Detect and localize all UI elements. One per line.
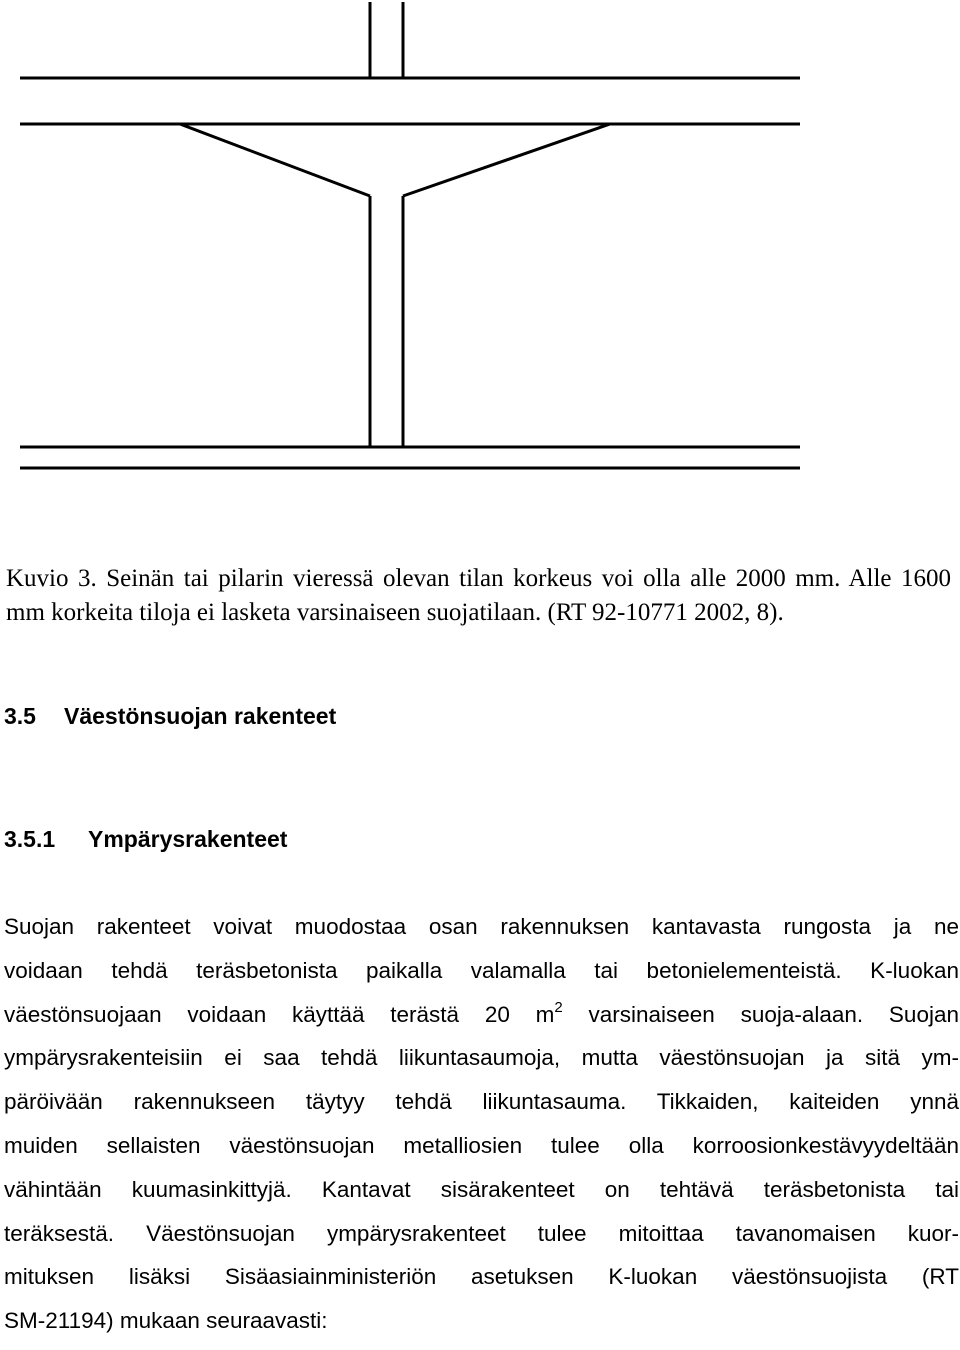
subsection-heading bbox=[4, 826, 287, 853]
subsection-number: 3.5.1 bbox=[4, 826, 56, 852]
subsection-title: Ympärysrakenteet bbox=[88, 826, 288, 852]
body-line-part: väestönsuojaan voidaan käyttää terästä 20 m bbox=[4, 1001, 555, 1027]
superscript: 2 bbox=[554, 998, 563, 1016]
body-line: voidaan tehdä teräsbetonista paikalla valamalla tai betonielementeistä. K-luokan bbox=[4, 957, 959, 983]
body-line: ympärysrakenteisiin ei saa tehdä liikuntasaumoja, mutta väestönsuojan ja sitä ym- bbox=[4, 1045, 959, 1071]
capital-right-slope bbox=[403, 124, 610, 196]
body-line: Suojan rakenteet voivat muodostaa osan rakennuksen kantavasta rungosta ja ne bbox=[4, 914, 959, 939]
body-line: vähintään kuumasinkittyjä. Kantavat sisärakenteet on tehtävä teräsbetonista tai bbox=[4, 1176, 959, 1202]
body-paragraph bbox=[4, 905, 959, 1343]
section-title: Väestönsuojan rakenteet bbox=[64, 703, 337, 729]
caption-line: Kuvio 3. Seinän tai pilarin vieressä olevan tilan korkeus voi olla alle 2000 mm. Alle 1600 bbox=[6, 565, 951, 592]
capital-left-slope bbox=[180, 124, 370, 196]
body-line: SM-21194) mukaan seuraavasti: bbox=[4, 1308, 328, 1334]
body-line bbox=[4, 993, 959, 1037]
column-slab-section-drawing bbox=[0, 0, 960, 540]
body-line: teräksestä. Väestönsuojan ympärysrakenteet tulee mitoittaa tavanomaisen kuor- bbox=[4, 1220, 959, 1246]
body-line: muiden sellaisten väestönsuojan metalliosien tulee olla korroosionkestävyydeltään bbox=[4, 1132, 959, 1158]
caption-line: mm korkeita tiloja ei lasketa varsinaiseen suojatilaan. (RT 92-10771 2002, 8). bbox=[6, 599, 784, 626]
body-line: päröivään rakennukseen täytyy tehdä liikuntasauma. Tikkaiden, kaiteiden ynnä bbox=[4, 1089, 959, 1115]
section-heading bbox=[4, 703, 336, 730]
body-line-part: varsinaiseen suoja-alaan. Suojan bbox=[562, 1001, 959, 1027]
body-line: mituksen lisäksi Sisäasiainministeriön asetuksen K-luokan väestönsuojista (RT bbox=[4, 1264, 959, 1290]
figure-caption bbox=[6, 562, 951, 630]
section-number: 3.5 bbox=[4, 703, 36, 729]
